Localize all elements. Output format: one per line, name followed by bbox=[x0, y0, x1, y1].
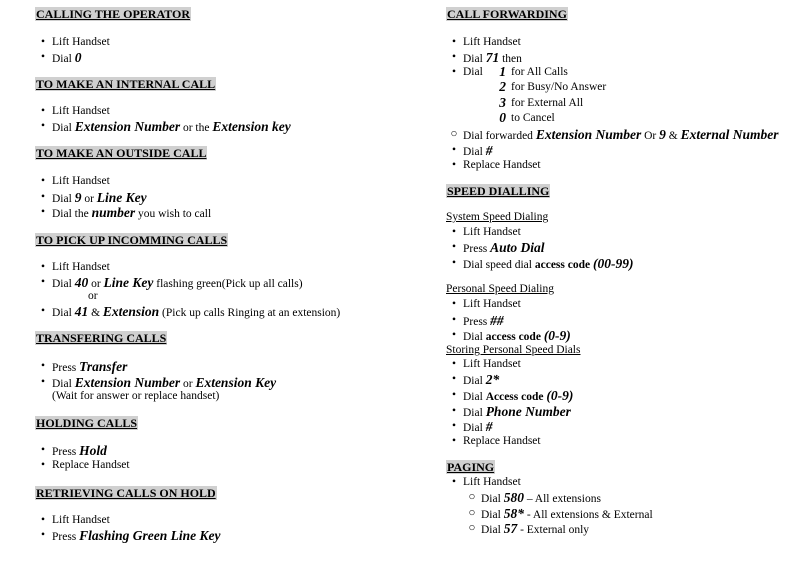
bullet-icon: • bbox=[451, 36, 457, 48]
bullet-icon: • bbox=[451, 476, 457, 488]
bullet-icon: • bbox=[40, 514, 46, 526]
or-connector: or bbox=[88, 290, 98, 302]
bullet-icon: • bbox=[40, 261, 46, 273]
bullet-icon: • bbox=[451, 389, 457, 401]
forward-option-code: 2 bbox=[499, 79, 506, 94]
bullet-icon: • bbox=[451, 226, 457, 238]
circle-bullet-icon: ○ bbox=[468, 507, 476, 519]
bullet-icon: • bbox=[451, 298, 457, 310]
system-speed-dialing-title: System Speed Dialing bbox=[446, 211, 549, 223]
forward-option-code: 0 bbox=[499, 110, 506, 125]
bullet-icon: • bbox=[40, 305, 46, 317]
forward-option-code: 1 bbox=[499, 64, 506, 79]
bullet-icon: • bbox=[40, 459, 46, 471]
holding-calls-heading: HOLDING CALLS bbox=[36, 416, 138, 430]
bullet-icon: • bbox=[40, 376, 46, 388]
bullet-icon: • bbox=[451, 420, 457, 432]
bullet-icon: • bbox=[451, 159, 457, 171]
forward-option-label: for External All bbox=[511, 97, 584, 109]
personal-speed-dialing-title: Personal Speed Dialing bbox=[446, 283, 554, 295]
forward-option-label: to Cancel bbox=[511, 112, 555, 124]
bullet-icon: • bbox=[451, 358, 457, 370]
bullet-icon: • bbox=[451, 241, 457, 253]
forward-option-code: 3 bbox=[499, 95, 506, 110]
internal-call-heading: TO MAKE AN INTERNAL CALL bbox=[36, 77, 216, 91]
bullet-icon: • bbox=[451, 329, 457, 341]
wait-note: (Wait for answer or replace handset) bbox=[52, 390, 220, 402]
bullet-icon: • bbox=[40, 444, 46, 456]
circle-bullet-icon: ○ bbox=[468, 491, 476, 503]
retrieving-calls-heading: RETRIEVING CALLS ON HOLD bbox=[36, 486, 216, 500]
bullet-icon: • bbox=[40, 105, 46, 117]
bullet-icon: • bbox=[451, 314, 457, 326]
bullet-icon: • bbox=[451, 66, 457, 78]
bullet-icon: • bbox=[40, 175, 46, 187]
circle-bullet-icon: ○ bbox=[450, 128, 458, 140]
bullet-icon: • bbox=[40, 360, 46, 372]
calling-operator-heading: CALLING THE OPERATOR bbox=[36, 7, 191, 21]
bullet-icon: • bbox=[40, 529, 46, 541]
outside-call-heading: TO MAKE AN OUTSIDE CALL bbox=[36, 146, 207, 160]
bullet-icon: • bbox=[451, 257, 457, 269]
circle-bullet-icon: ○ bbox=[468, 522, 476, 534]
forward-option-label: for All Calls bbox=[511, 66, 568, 78]
paging-heading: PAGING bbox=[447, 460, 495, 474]
transfer-calls-heading: TRANSFERING CALLS bbox=[36, 331, 167, 345]
bullet-icon: • bbox=[451, 435, 457, 447]
bullet-icon: • bbox=[40, 120, 46, 132]
bullet-icon: • bbox=[40, 191, 46, 203]
speed-dialling-heading: SPEED DIALLING bbox=[447, 184, 550, 198]
pickup-calls-heading: TO PICK UP INCOMMING CALLS bbox=[36, 233, 228, 247]
bullet-icon: • bbox=[451, 144, 457, 156]
bullet-icon: • bbox=[40, 36, 46, 48]
call-forwarding-heading: CALL FORWARDING bbox=[447, 7, 567, 21]
bullet-icon: • bbox=[40, 276, 46, 288]
bullet-icon: • bbox=[451, 405, 457, 417]
bullet-icon: • bbox=[451, 51, 457, 63]
bullet-icon: • bbox=[451, 373, 457, 385]
storing-speed-dials-title: Storing Personal Speed Dials bbox=[446, 344, 581, 356]
bullet-icon: • bbox=[40, 51, 46, 63]
forward-option-label: for Busy/No Answer bbox=[511, 81, 607, 93]
bullet-icon: • bbox=[40, 206, 46, 218]
